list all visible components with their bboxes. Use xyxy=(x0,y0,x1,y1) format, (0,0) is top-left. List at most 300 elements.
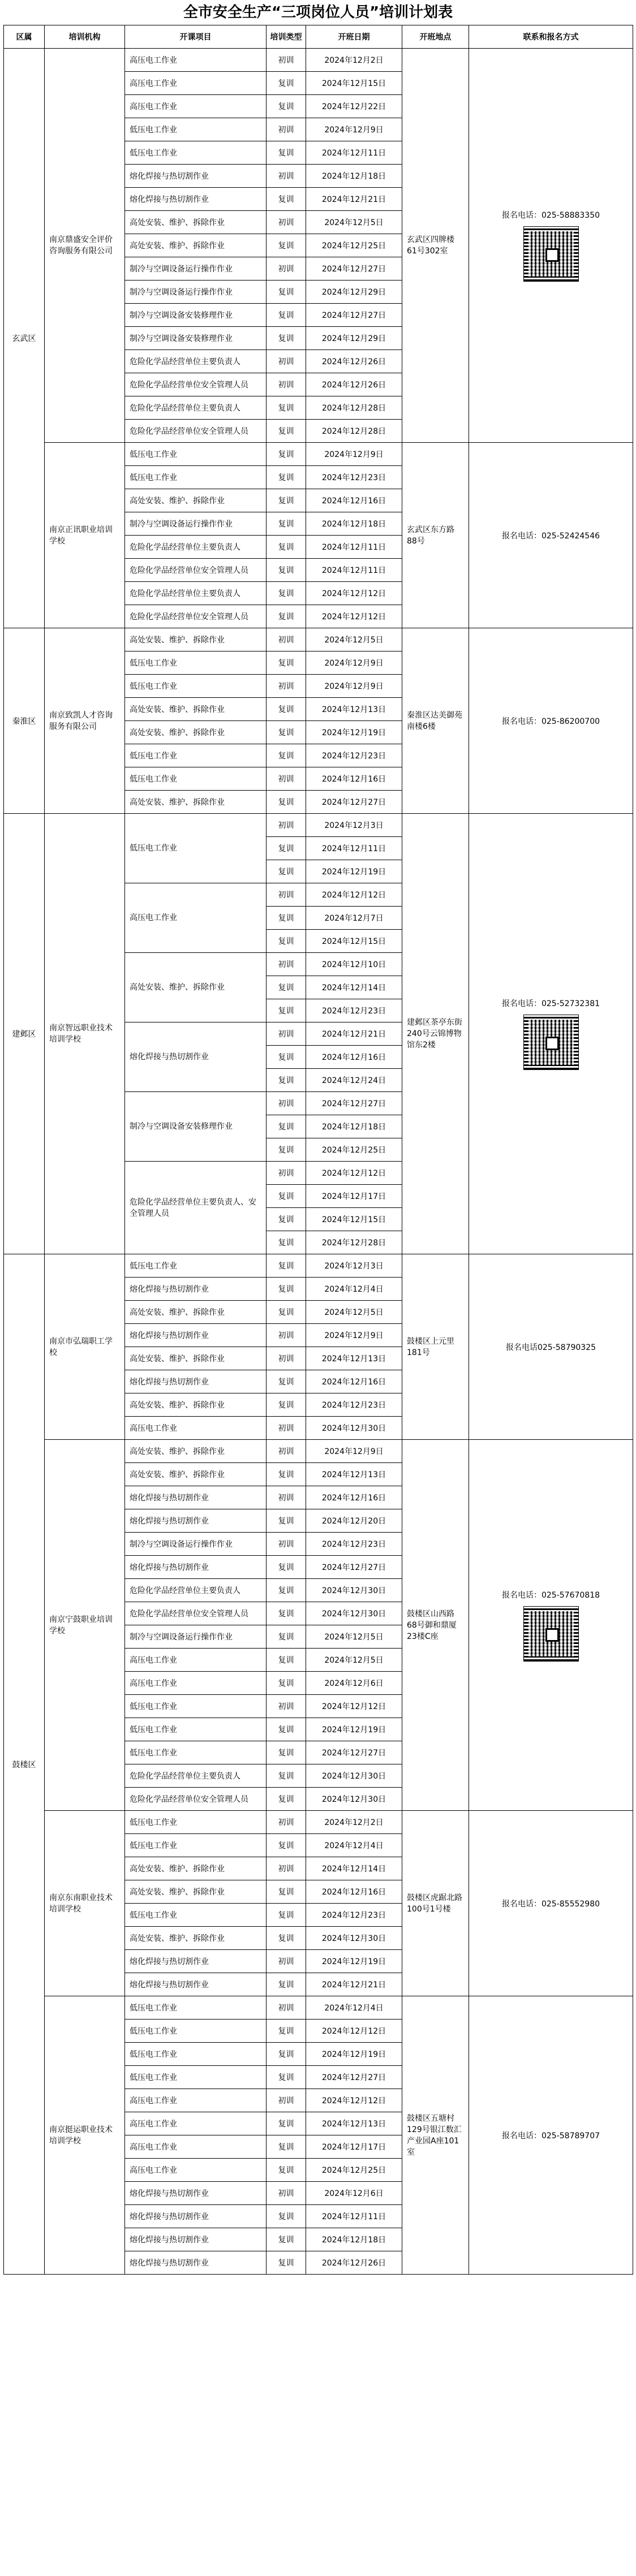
date-cell: 2024年12月30日 xyxy=(306,1602,402,1625)
date-cell: 2024年12月9日 xyxy=(306,675,402,698)
type-cell: 初训 xyxy=(267,49,306,72)
table-row xyxy=(4,443,633,466)
type-cell: 复训 xyxy=(267,698,306,721)
project-cell: 高处安装、维护、拆除作业 xyxy=(125,953,267,1022)
project-cell: 高压电工作业 xyxy=(125,1649,267,1672)
col-location-header: 开班地点 xyxy=(402,25,469,49)
type-cell: 复训 xyxy=(267,999,306,1022)
type-cell: 初训 xyxy=(267,814,306,837)
type-cell: 复训 xyxy=(267,559,306,582)
date-cell: 2024年12月9日 xyxy=(306,1324,402,1347)
project-cell: 熔化焊接与热切割作业 xyxy=(125,165,267,188)
district-cell: 鼓楼区 xyxy=(4,1254,45,2275)
date-cell: 2024年12月28日 xyxy=(306,1231,402,1254)
type-cell: 复训 xyxy=(267,1185,306,1208)
project-cell: 制冷与空调设备安装修理作业 xyxy=(125,1092,267,1162)
district-cell: 建邺区 xyxy=(4,814,45,1254)
table-header-row xyxy=(4,25,633,49)
project-cell: 熔化焊接与热切割作业 xyxy=(125,1324,267,1347)
project-cell: 危险化学品经营单位安全管理人员 xyxy=(125,605,267,628)
date-cell: 2024年12月15日 xyxy=(306,1208,402,1231)
date-cell: 2024年12月18日 xyxy=(306,512,402,536)
project-cell: 危险化学品经营单位安全管理人员 xyxy=(125,1788,267,1811)
project-cell: 高处安装、维护、拆除作业 xyxy=(125,1393,267,1417)
project-cell: 熔化焊接与热切割作业 xyxy=(125,1556,267,1579)
project-cell: 危险化学品经营单位主要负责人、安全管理人员 xyxy=(125,1162,267,1254)
type-cell: 复训 xyxy=(267,1463,306,1486)
date-cell: 2024年12月21日 xyxy=(306,1022,402,1046)
type-cell: 复训 xyxy=(267,512,306,536)
table-row xyxy=(4,628,633,651)
project-cell: 低压电工作业 xyxy=(125,466,267,489)
date-cell: 2024年12月30日 xyxy=(306,1764,402,1788)
project-cell: 高处安装、维护、拆除作业 xyxy=(125,1301,267,1324)
type-cell: 复训 xyxy=(267,1301,306,1324)
contact-cell: 报名电话：025-58883350 xyxy=(469,49,633,443)
project-cell: 熔化焊接与热切割作业 xyxy=(125,1486,267,1509)
project-cell: 高处安装、维护、拆除作业 xyxy=(125,1463,267,1486)
type-cell: 初训 xyxy=(267,1347,306,1370)
type-cell: 复训 xyxy=(267,1625,306,1649)
project-cell: 低压电工作业 xyxy=(125,1741,267,1764)
date-cell: 2024年12月13日 xyxy=(306,1347,402,1370)
project-cell: 危险化学品经营单位安全管理人员 xyxy=(125,1602,267,1625)
date-cell: 2024年12月16日 xyxy=(306,767,402,791)
type-cell: 初训 xyxy=(267,1695,306,1718)
type-cell: 初训 xyxy=(267,2182,306,2205)
type-cell: 复训 xyxy=(267,930,306,953)
project-cell: 高处安装、维护、拆除作业 xyxy=(125,628,267,651)
project-cell: 高压电工作业 xyxy=(125,1672,267,1695)
type-cell: 初训 xyxy=(267,1440,306,1463)
project-cell: 高处安装、维护、拆除作业 xyxy=(125,1857,267,1880)
date-cell: 2024年12月20日 xyxy=(306,1509,402,1533)
type-cell: 复训 xyxy=(267,976,306,999)
project-cell: 高压电工作业 xyxy=(125,72,267,95)
date-cell: 2024年12月23日 xyxy=(306,744,402,767)
project-cell: 制冷与空调设备运行操作作业 xyxy=(125,512,267,536)
date-cell: 2024年12月27日 xyxy=(306,1741,402,1764)
type-cell: 复训 xyxy=(267,2251,306,2275)
table-row xyxy=(4,1254,633,1278)
date-cell: 2024年12月12日 xyxy=(306,582,402,605)
date-cell: 2024年12月2日 xyxy=(306,1811,402,1834)
date-cell: 2024年12月16日 xyxy=(306,489,402,512)
date-cell: 2024年12月30日 xyxy=(306,1927,402,1950)
project-cell: 高处安装、维护、拆除作业 xyxy=(125,1440,267,1463)
project-cell: 高压电工作业 xyxy=(125,95,267,118)
location-cell: 秦淮区达美御苑南楼6楼 xyxy=(402,628,469,814)
project-cell: 高压电工作业 xyxy=(125,49,267,72)
type-cell: 复训 xyxy=(267,1556,306,1579)
project-cell: 制冷与空调设备安装修理作业 xyxy=(125,327,267,350)
location-cell: 鼓楼区虎踞北路100号1号楼 xyxy=(402,1811,469,1996)
location-cell: 建邺区茶亭东街240号云锦博物馆东2楼 xyxy=(402,814,469,1254)
org-cell: 南京市弘瑞职工学校 xyxy=(45,1254,125,1440)
table-row xyxy=(4,49,633,72)
project-cell: 低压电工作业 xyxy=(125,2066,267,2089)
type-cell: 复训 xyxy=(267,72,306,95)
date-cell: 2024年12月12日 xyxy=(306,605,402,628)
date-cell: 2024年12月17日 xyxy=(306,1185,402,1208)
date-cell: 2024年12月17日 xyxy=(306,2135,402,2159)
type-cell: 初训 xyxy=(267,257,306,281)
training-schedule-table xyxy=(3,25,633,2275)
type-cell: 复训 xyxy=(267,1834,306,1857)
type-cell: 初训 xyxy=(267,1092,306,1115)
date-cell: 2024年12月25日 xyxy=(306,2159,402,2182)
type-cell: 复训 xyxy=(267,1370,306,1393)
project-cell: 高处安装、维护、拆除作业 xyxy=(125,721,267,744)
org-cell: 南京宁鼓职业培训学校 xyxy=(45,1440,125,1811)
org-cell: 南京鼎盛安全评价咨询服务有限公司 xyxy=(45,49,125,443)
date-cell: 2024年12月23日 xyxy=(306,1533,402,1556)
type-cell: 初训 xyxy=(267,211,306,234)
type-cell: 复训 xyxy=(267,1973,306,1996)
date-cell: 2024年12月21日 xyxy=(306,1973,402,1996)
contact-cell: 报名电话：025-57670818 xyxy=(469,1440,633,1811)
date-cell: 2024年12月18日 xyxy=(306,1115,402,1138)
date-cell: 2024年12月19日 xyxy=(306,1950,402,1973)
type-cell: 复训 xyxy=(267,1069,306,1092)
date-cell: 2024年12月5日 xyxy=(306,628,402,651)
date-cell: 2024年12月27日 xyxy=(306,1092,402,1115)
type-cell: 复训 xyxy=(267,1649,306,1672)
location-cell: 鼓楼区上元里181号 xyxy=(402,1254,469,1440)
qr-code xyxy=(523,226,579,282)
project-cell: 低压电工作业 xyxy=(125,814,267,883)
date-cell: 2024年12月25日 xyxy=(306,1138,402,1162)
contact-cell: 报名电话：025-85552980 xyxy=(469,1811,633,1996)
date-cell: 2024年12月13日 xyxy=(306,698,402,721)
type-cell: 初训 xyxy=(267,675,306,698)
type-cell: 复训 xyxy=(267,1231,306,1254)
type-cell: 复训 xyxy=(267,281,306,304)
project-cell: 危险化学品经营单位主要负责人 xyxy=(125,1579,267,1602)
contact-cell: 报名电话：025-58789707 xyxy=(469,1996,633,2275)
page-title: 全市安全生产“三项岗位人员”培训计划表 xyxy=(183,4,453,21)
type-cell: 初训 xyxy=(267,883,306,907)
project-cell: 熔化焊接与热切割作业 xyxy=(125,188,267,211)
date-cell: 2024年12月11日 xyxy=(306,141,402,165)
date-cell: 2024年12月23日 xyxy=(306,1393,402,1417)
type-cell: 复训 xyxy=(267,1393,306,1417)
date-cell: 2024年12月11日 xyxy=(306,559,402,582)
project-cell: 熔化焊接与热切割作业 xyxy=(125,1973,267,1996)
project-cell: 低压电工作业 xyxy=(125,1718,267,1741)
type-cell: 复训 xyxy=(267,1602,306,1625)
date-cell: 2024年12月18日 xyxy=(306,165,402,188)
project-cell: 制冷与空调设备运行操作作业 xyxy=(125,1533,267,1556)
project-cell: 危险化学品经营单位主要负责人 xyxy=(125,350,267,373)
date-cell: 2024年12月6日 xyxy=(306,1672,402,1695)
type-cell: 复训 xyxy=(267,907,306,930)
type-cell: 复训 xyxy=(267,837,306,860)
project-cell: 低压电工作业 xyxy=(125,1811,267,1834)
date-cell: 2024年12月27日 xyxy=(306,257,402,281)
date-cell: 2024年12月4日 xyxy=(306,1834,402,1857)
type-cell: 复训 xyxy=(267,2135,306,2159)
date-cell: 2024年12月5日 xyxy=(306,211,402,234)
project-cell: 低压电工作业 xyxy=(125,651,267,675)
project-cell: 危险化学品经营单位主要负责人 xyxy=(125,582,267,605)
type-cell: 复训 xyxy=(267,791,306,814)
date-cell: 2024年12月21日 xyxy=(306,188,402,211)
type-cell: 复训 xyxy=(267,582,306,605)
type-cell: 复训 xyxy=(267,1509,306,1533)
type-cell: 初训 xyxy=(267,1950,306,1973)
type-cell: 复训 xyxy=(267,860,306,883)
date-cell: 2024年12月2日 xyxy=(306,49,402,72)
project-cell: 低压电工作业 xyxy=(125,2020,267,2043)
project-cell: 高处安装、维护、拆除作业 xyxy=(125,1880,267,1904)
type-cell: 复训 xyxy=(267,420,306,443)
date-cell: 2024年12月9日 xyxy=(306,443,402,466)
project-cell: 高处安装、维护、拆除作业 xyxy=(125,211,267,234)
location-cell: 玄武区东方路88号 xyxy=(402,443,469,628)
type-cell: 复训 xyxy=(267,2205,306,2228)
type-cell: 复训 xyxy=(267,1138,306,1162)
date-cell: 2024年12月3日 xyxy=(306,814,402,837)
type-cell: 初训 xyxy=(267,1996,306,2020)
date-cell: 2024年12月29日 xyxy=(306,281,402,304)
project-cell: 高处安装、维护、拆除作业 xyxy=(125,1347,267,1370)
date-cell: 2024年12月19日 xyxy=(306,721,402,744)
table-row xyxy=(4,814,633,837)
project-cell: 高压电工作业 xyxy=(125,2135,267,2159)
date-cell: 2024年12月26日 xyxy=(306,373,402,396)
date-cell: 2024年12月29日 xyxy=(306,327,402,350)
date-cell: 2024年12月6日 xyxy=(306,2182,402,2205)
date-cell: 2024年12月4日 xyxy=(306,1278,402,1301)
date-cell: 2024年12月9日 xyxy=(306,651,402,675)
project-cell: 危险化学品经营单位安全管理人员 xyxy=(125,420,267,443)
project-cell: 高压电工作业 xyxy=(125,2112,267,2135)
type-cell: 复训 xyxy=(267,536,306,559)
type-cell: 复训 xyxy=(267,466,306,489)
project-cell: 高处安装、维护、拆除作业 xyxy=(125,698,267,721)
date-cell: 2024年12月10日 xyxy=(306,953,402,976)
project-cell: 低压电工作业 xyxy=(125,1996,267,2020)
type-cell: 初训 xyxy=(267,350,306,373)
project-cell: 熔化焊接与热切割作业 xyxy=(125,1509,267,1533)
date-cell: 2024年12月13日 xyxy=(306,1463,402,1486)
type-cell: 复训 xyxy=(267,1672,306,1695)
type-cell: 复训 xyxy=(267,2020,306,2043)
date-cell: 2024年12月12日 xyxy=(306,1162,402,1185)
type-cell: 复训 xyxy=(267,489,306,512)
project-cell: 制冷与空调设备运行操作作业 xyxy=(125,281,267,304)
type-cell: 复训 xyxy=(267,396,306,420)
project-cell: 低压电工作业 xyxy=(125,141,267,165)
type-cell: 初训 xyxy=(267,1324,306,1347)
project-cell: 低压电工作业 xyxy=(125,744,267,767)
project-cell: 制冷与空调设备运行操作作业 xyxy=(125,257,267,281)
date-cell: 2024年12月14日 xyxy=(306,1857,402,1880)
project-cell: 熔化焊接与热切割作业 xyxy=(125,1022,267,1092)
table-row xyxy=(4,1811,633,1834)
type-cell: 复训 xyxy=(267,1115,306,1138)
type-cell: 复训 xyxy=(267,1788,306,1811)
org-cell: 南京智远职业技术培训学校 xyxy=(45,814,125,1254)
org-cell: 南京东南职业技术培训学校 xyxy=(45,1811,125,1996)
project-cell: 高压电工作业 xyxy=(125,2089,267,2112)
project-cell: 熔化焊接与热切割作业 xyxy=(125,2228,267,2251)
type-cell: 初训 xyxy=(267,118,306,141)
date-cell: 2024年12月30日 xyxy=(306,1579,402,1602)
project-cell: 高压电工作业 xyxy=(125,883,267,953)
contact-cell: 报名电话：025-52424546 xyxy=(469,443,633,628)
type-cell: 初训 xyxy=(267,1162,306,1185)
project-cell: 熔化焊接与热切割作业 xyxy=(125,1370,267,1393)
date-cell: 2024年12月5日 xyxy=(306,1625,402,1649)
type-cell: 复训 xyxy=(267,721,306,744)
date-cell: 2024年12月30日 xyxy=(306,1788,402,1811)
col-date-header: 开班日期 xyxy=(306,25,402,49)
type-cell: 复训 xyxy=(267,2066,306,2089)
date-cell: 2024年12月27日 xyxy=(306,2066,402,2089)
project-cell: 危险化学品经营单位主要负责人 xyxy=(125,536,267,559)
type-cell: 复训 xyxy=(267,1764,306,1788)
project-cell: 低压电工作业 xyxy=(125,1254,267,1278)
type-cell: 复训 xyxy=(267,2228,306,2251)
table-row xyxy=(4,1996,633,2020)
project-cell: 高处安装、维护、拆除作业 xyxy=(125,234,267,257)
date-cell: 2024年12月5日 xyxy=(306,1301,402,1324)
date-cell: 2024年12月5日 xyxy=(306,1649,402,1672)
type-cell: 复训 xyxy=(267,2043,306,2066)
type-cell: 复训 xyxy=(267,1741,306,1764)
project-cell: 低压电工作业 xyxy=(125,1834,267,1857)
date-cell: 2024年12月23日 xyxy=(306,466,402,489)
type-cell: 复训 xyxy=(267,188,306,211)
date-cell: 2024年12月12日 xyxy=(306,1695,402,1718)
type-cell: 初训 xyxy=(267,1486,306,1509)
table-row xyxy=(4,1440,633,1463)
type-cell: 复训 xyxy=(267,651,306,675)
type-cell: 初训 xyxy=(267,1857,306,1880)
date-cell: 2024年12月22日 xyxy=(306,95,402,118)
date-cell: 2024年12月12日 xyxy=(306,2089,402,2112)
location-cell: 鼓楼区山西路68号御和鼎厦23楼C座 xyxy=(402,1440,469,1811)
type-cell: 复训 xyxy=(267,1254,306,1278)
project-cell: 低压电工作业 xyxy=(125,118,267,141)
type-cell: 复训 xyxy=(267,95,306,118)
date-cell: 2024年12月12日 xyxy=(306,2020,402,2043)
project-cell: 熔化焊接与热切割作业 xyxy=(125,2251,267,2275)
date-cell: 2024年12月9日 xyxy=(306,118,402,141)
date-cell: 2024年12月26日 xyxy=(306,2251,402,2275)
project-cell: 危险化学品经营单位主要负责人 xyxy=(125,396,267,420)
project-cell: 熔化焊接与热切割作业 xyxy=(125,1278,267,1301)
date-cell: 2024年12月16日 xyxy=(306,1486,402,1509)
type-cell: 复训 xyxy=(267,1579,306,1602)
type-cell: 初训 xyxy=(267,2089,306,2112)
date-cell: 2024年12月12日 xyxy=(306,883,402,907)
project-cell: 低压电工作业 xyxy=(125,767,267,791)
date-cell: 2024年12月18日 xyxy=(306,2228,402,2251)
type-cell: 复训 xyxy=(267,1208,306,1231)
project-cell: 高压电工作业 xyxy=(125,2159,267,2182)
qr-code xyxy=(523,1606,579,1662)
date-cell: 2024年12月30日 xyxy=(306,1417,402,1440)
date-cell: 2024年12月28日 xyxy=(306,396,402,420)
project-cell: 制冷与空调设备运行操作作业 xyxy=(125,1625,267,1649)
contact-cell: 报名电话025-58790325 xyxy=(469,1254,633,1440)
date-cell: 2024年12月9日 xyxy=(306,1440,402,1463)
type-cell: 复训 xyxy=(267,1880,306,1904)
type-cell: 复训 xyxy=(267,141,306,165)
date-cell: 2024年12月11日 xyxy=(306,536,402,559)
date-cell: 2024年12月16日 xyxy=(306,1370,402,1393)
project-cell: 高处安装、维护、拆除作业 xyxy=(125,791,267,814)
project-cell: 高处安装、维护、拆除作业 xyxy=(125,1927,267,1950)
date-cell: 2024年12月27日 xyxy=(306,791,402,814)
date-cell: 2024年12月3日 xyxy=(306,1254,402,1278)
col-project-header: 开课项目 xyxy=(125,25,267,49)
type-cell: 复训 xyxy=(267,327,306,350)
contact-cell: 报名电话：025-52732381 xyxy=(469,814,633,1254)
type-cell: 复训 xyxy=(267,605,306,628)
contact-cell: 报名电话：025-86200700 xyxy=(469,628,633,814)
project-cell: 低压电工作业 xyxy=(125,1904,267,1927)
type-cell: 初训 xyxy=(267,628,306,651)
type-cell: 复训 xyxy=(267,234,306,257)
date-cell: 2024年12月19日 xyxy=(306,860,402,883)
date-cell: 2024年12月28日 xyxy=(306,420,402,443)
org-cell: 南京挺运职业技术培训学校 xyxy=(45,1996,125,2275)
type-cell: 复训 xyxy=(267,2112,306,2135)
date-cell: 2024年12月27日 xyxy=(306,1556,402,1579)
date-cell: 2024年12月19日 xyxy=(306,2043,402,2066)
type-cell: 初训 xyxy=(267,953,306,976)
project-cell: 危险化学品经营单位主要负责人 xyxy=(125,1764,267,1788)
type-cell: 复训 xyxy=(267,443,306,466)
type-cell: 初训 xyxy=(267,1417,306,1440)
district-cell: 秦淮区 xyxy=(4,628,45,814)
date-cell: 2024年12月25日 xyxy=(306,234,402,257)
district-cell: 玄武区 xyxy=(4,49,45,628)
type-cell: 初训 xyxy=(267,1811,306,1834)
org-cell: 南京正讯职业培训学校 xyxy=(45,443,125,628)
date-cell: 2024年12月26日 xyxy=(306,350,402,373)
col-type-header: 培训类型 xyxy=(267,25,306,49)
date-cell: 2024年12月14日 xyxy=(306,976,402,999)
project-cell: 熔化焊接与热切割作业 xyxy=(125,2205,267,2228)
qr-code xyxy=(523,1015,579,1070)
project-cell: 熔化焊接与热切割作业 xyxy=(125,2182,267,2205)
type-cell: 复训 xyxy=(267,1904,306,1927)
date-cell: 2024年12月15日 xyxy=(306,930,402,953)
type-cell: 复训 xyxy=(267,2159,306,2182)
project-cell: 高处安装、维护、拆除作业 xyxy=(125,489,267,512)
type-cell: 初训 xyxy=(267,373,306,396)
project-cell: 危险化学品经营单位安全管理人员 xyxy=(125,559,267,582)
project-cell: 低压电工作业 xyxy=(125,2043,267,2066)
type-cell: 复训 xyxy=(267,1278,306,1301)
date-cell: 2024年12月13日 xyxy=(306,2112,402,2135)
project-cell: 低压电工作业 xyxy=(125,443,267,466)
date-cell: 2024年12月15日 xyxy=(306,72,402,95)
date-cell: 2024年12月27日 xyxy=(306,304,402,327)
type-cell: 初训 xyxy=(267,1533,306,1556)
type-cell: 初训 xyxy=(267,1022,306,1046)
project-cell: 熔化焊接与热切割作业 xyxy=(125,1950,267,1973)
type-cell: 复训 xyxy=(267,1046,306,1069)
date-cell: 2024年12月19日 xyxy=(306,1718,402,1741)
project-cell: 低压电工作业 xyxy=(125,1695,267,1718)
type-cell: 复训 xyxy=(267,1927,306,1950)
